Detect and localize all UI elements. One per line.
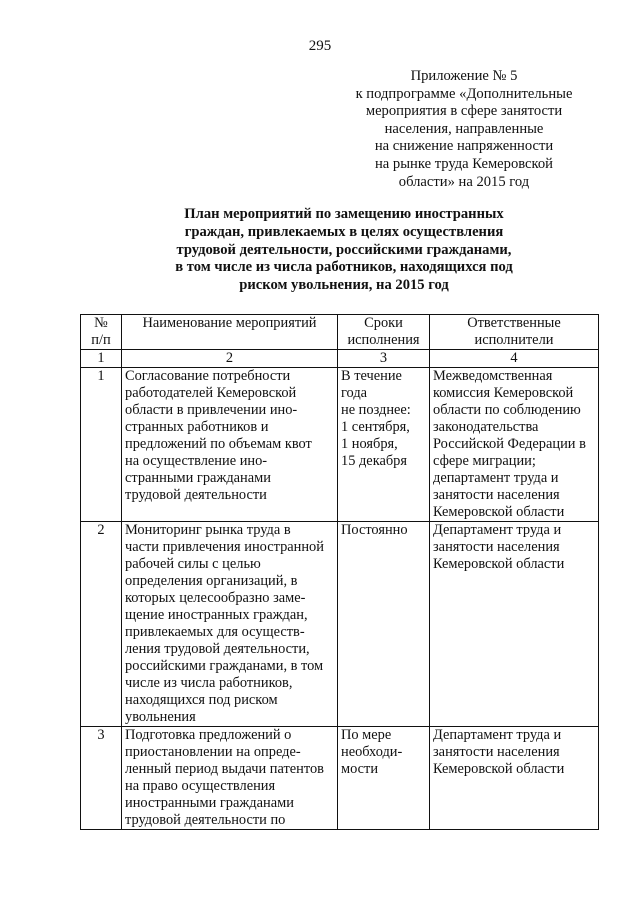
cell-line: Согласование потребности: [125, 368, 291, 384]
cell-line: странных работников и: [125, 419, 269, 435]
header-num: [81, 315, 122, 350]
row-activity: [122, 727, 338, 830]
plan-table: [80, 314, 599, 830]
cell-line: Департамент труда и: [433, 727, 562, 743]
cell-line: рабочей силы с целью: [125, 556, 261, 572]
cell-line: 1 сентября,: [341, 419, 410, 435]
cell-line: находящихся под риском: [125, 692, 278, 708]
cell-line: Департамент труда и: [433, 522, 562, 538]
cell-line: 1 ноября,: [341, 436, 398, 452]
cell-line: занятости населения: [433, 487, 560, 503]
appendix-header: [340, 68, 588, 191]
header-text: п/п: [91, 332, 111, 348]
index-cell: 3: [338, 350, 430, 368]
document-title: [120, 206, 568, 295]
header-text: Наименование мероприятий: [142, 315, 317, 331]
row-term: [338, 727, 430, 830]
index-cell: 2: [122, 350, 338, 368]
header-text: исполнения: [347, 332, 420, 348]
row-term: [338, 368, 430, 522]
appendix-line: населения, направленные: [384, 120, 544, 137]
cell-line: Кемеровской области: [433, 761, 565, 777]
cell-line: иностранными гражданами: [125, 795, 294, 811]
header-text: №: [94, 315, 108, 331]
header-text: Ответственные: [467, 315, 561, 331]
cell-line: ленный период выдачи патентов: [125, 761, 324, 777]
row-responsible: [430, 522, 599, 727]
cell-line: трудовой деятельности: [125, 487, 267, 503]
cell-line: не позднее:: [341, 402, 411, 418]
cell-line: Межведомственная: [433, 368, 553, 384]
cell-line: Мониторинг рынка труда в: [125, 522, 291, 538]
cell-line: российскими гражданами, в том: [125, 658, 324, 674]
cell-line: Кемеровской области: [433, 504, 565, 520]
cell-line: области в привлечении ино-: [125, 402, 298, 418]
row-responsible: [430, 727, 599, 830]
cell-line: которых целесообразно заме-: [125, 590, 306, 606]
table-row: [81, 368, 599, 522]
cell-line: комиссия Кемеровской: [433, 385, 574, 401]
cell-line: числе из числа работников,: [125, 675, 293, 691]
title-line: трудовой деятельности, российскими гражданами,: [176, 241, 512, 258]
row-activity: [122, 368, 338, 522]
row-responsible: [430, 368, 599, 522]
cell-line: щение иностранных граждан,: [125, 607, 308, 623]
row-number: 1: [81, 368, 122, 522]
cell-line: законодательства: [433, 419, 539, 435]
header-name: [122, 315, 338, 350]
cell-line: В течение: [341, 368, 402, 384]
index-cell: 1: [81, 350, 122, 368]
title-line: граждан, привлекаемых в целях осуществления: [184, 223, 504, 240]
appendix-line: к подпрограмме «Дополнительные: [355, 85, 573, 102]
cell-line: привлекаемых для осуществ-: [125, 624, 305, 640]
title-line: План мероприятий по замещению иностранных: [184, 206, 504, 222]
header-term: [338, 315, 430, 350]
cell-line: части привлечения иностранной: [125, 539, 324, 555]
index-cell: 4: [430, 350, 599, 368]
table-index-row: [81, 350, 599, 368]
cell-line: увольнения: [125, 709, 196, 725]
appendix-line: на снижение напряженности: [374, 138, 554, 155]
cell-line: на осуществление ино-: [125, 453, 268, 469]
row-activity: [122, 522, 338, 727]
cell-line: приостановлении на опреде-: [125, 744, 301, 760]
table-header-row: [81, 315, 599, 350]
cell-line: необходи-: [341, 744, 403, 760]
cell-line: определения организаций, в: [125, 573, 298, 589]
cell-line: Российской Федерации в: [433, 436, 586, 452]
cell-line: области по соблюдению: [433, 402, 581, 418]
cell-line: года: [341, 385, 368, 401]
cell-line: Подготовка предложений о: [125, 727, 292, 743]
cell-line: департамент труда и: [433, 470, 559, 486]
cell-line: занятости населения: [433, 539, 560, 555]
header-text: Сроки: [364, 315, 403, 331]
cell-line: 15 декабря: [341, 453, 407, 469]
row-term: [338, 522, 430, 727]
header-responsible: [430, 315, 599, 350]
cell-line: занятости населения: [433, 744, 560, 760]
title-line: в том числе из числа работников, находящихся под: [175, 259, 513, 276]
cell-line: Постоянно: [341, 522, 408, 538]
cell-line: По мере: [341, 727, 392, 743]
page-number: 295: [308, 38, 332, 54]
cell-line: предложений по объемам квот: [125, 436, 312, 452]
cell-line: работодателей Кемеровской: [125, 385, 297, 401]
cell-line: на право осуществления: [125, 778, 276, 794]
table-row: [81, 522, 599, 727]
appendix-line: области» на 2015 год: [398, 173, 530, 190]
appendix-line: мероприятия в сфере занятости: [365, 103, 563, 120]
appendix-line: на рынке труда Кемеровской: [375, 155, 553, 172]
cell-line: мости: [341, 761, 379, 777]
cell-line: сфере миграции;: [433, 453, 536, 469]
header-text: исполнители: [474, 332, 554, 348]
row-number: 3: [81, 727, 122, 830]
table-row: [81, 727, 599, 830]
cell-line: трудовой деятельности по: [125, 812, 286, 828]
title-line: риском увольнения, на 2015 год: [239, 277, 449, 294]
appendix-line: Приложение № 5: [410, 68, 518, 84]
row-number: 2: [81, 522, 122, 727]
cell-line: странными гражданами: [125, 470, 271, 486]
cell-line: ления трудовой деятельности,: [125, 641, 310, 657]
cell-line: Кемеровской области: [433, 556, 565, 572]
